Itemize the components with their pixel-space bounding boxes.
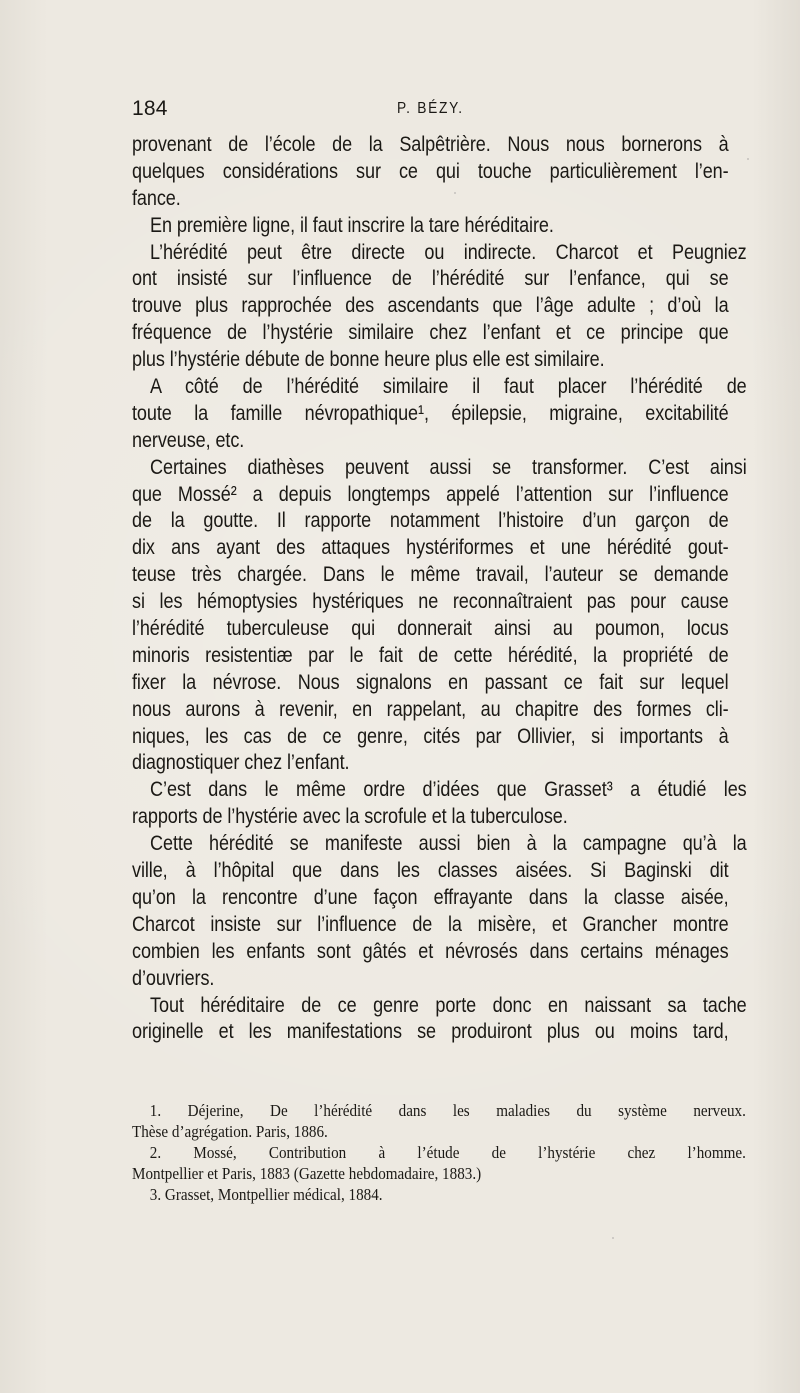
text-line: En première ligne, il faut inscrire la tare héréditaire. bbox=[150, 213, 554, 237]
text-line: qu’on la rencontre d’une façon effrayante dans la classe aisée, bbox=[132, 885, 729, 909]
text-line: l’hérédité tuberculeuse qui donnerait ainsi au poumon, locus bbox=[132, 617, 729, 641]
text-line: originelle et les manifestations se produiront plus ou moins tard, bbox=[132, 1020, 729, 1044]
text-line: fixer la névrose. Nous signalons en passant ce fait sur lequel bbox=[132, 670, 729, 694]
text-line: C’est dans le même ordre d’idées que Grasset³ a étudié les bbox=[150, 778, 747, 802]
page-number: 184 bbox=[132, 97, 168, 120]
text-line: niques, les cas de ce genre, cités par Ollivier, si importants à bbox=[132, 724, 729, 748]
text-line: si les hémoptysies hystériques ne reconnaîtraient pas pour cause bbox=[132, 590, 729, 614]
text-line: A côté de l’hérédité similaire il faut placer l’hérédité de bbox=[150, 375, 747, 399]
scan-speck bbox=[454, 192, 456, 194]
text-line: minoris resistentiæ par le fait de cette hérédité, la propriété de bbox=[132, 643, 729, 667]
text-line: quelques considérations sur ce qui touche particulièrement l’en- bbox=[132, 159, 729, 183]
text-line: dix ans ayant des attaques hystériformes et une hérédité gout- bbox=[132, 536, 729, 560]
text-line: ont insisté sur l’influence de l’hérédité sur l’enfance, qui se bbox=[132, 267, 729, 291]
footnote-line: 3. Grasset, Montpellier médical, 1884. bbox=[149, 1185, 383, 1204]
text-line: provenant de l’école de la Salpêtrière. Nous nous bornerons à bbox=[132, 133, 729, 156]
text-line: fréquence de l’hystérie similaire chez l’enfant et ce principe que bbox=[132, 321, 729, 345]
footnotes bbox=[132, 1100, 746, 1205]
main-text bbox=[132, 132, 747, 1046]
text-line: trouve plus rapprochée des ascendants que l’âge adulte ; d’où la bbox=[132, 294, 729, 318]
footnote-line: Thèse d’agrégation. Paris, 1886. bbox=[132, 1122, 328, 1141]
footnote-line: 2. Mossé, Contribution à l’étude de l’hystérie chez l’homme. bbox=[149, 1143, 746, 1162]
text-line: que Mossé² a depuis longtemps appelé l’attention sur l’influence bbox=[132, 482, 729, 506]
text-line: teuse très chargée. Dans le même travail, l’auteur se demande bbox=[132, 563, 729, 587]
scan-speck bbox=[747, 158, 749, 160]
text-line: fance. bbox=[132, 186, 181, 210]
page-header bbox=[132, 97, 730, 127]
text-line: Certaines diathèses peuvent aussi se transformer. C’est ainsi bbox=[150, 455, 747, 479]
running-head: P. BÉZY. bbox=[397, 100, 464, 117]
text-line: Cette hérédité se manifeste aussi bien à la campagne qu’à la bbox=[150, 832, 747, 856]
text-line: ville, à l’hôpital que dans les classes aisées. Si Baginski dit bbox=[132, 859, 729, 883]
text-line: nous aurons à revenir, en rappelant, au chapitre des formes cli- bbox=[132, 697, 729, 721]
text-line: d’ouvriers. bbox=[132, 966, 215, 990]
text-line: diagnostiquer chez l’enfant. bbox=[132, 751, 350, 775]
text-line: de la goutte. Il rapporte notamment l’histoire d’un garçon de bbox=[132, 509, 729, 533]
scan-speck bbox=[612, 1237, 614, 1239]
text-line: Charcot insiste sur l’influence de la misère, et Grancher montre bbox=[132, 912, 729, 936]
text-line: combien les enfants sont gâtés et névrosés dans certains ménages bbox=[132, 939, 729, 963]
text-line: L’hérédité peut être directe ou indirecte. Charcot et Peugniez bbox=[150, 240, 747, 264]
text-line: rapports de l’hystérie avec la scrofule et la tuberculose. bbox=[132, 805, 568, 829]
footnote-line: 1. Déjerine, De l’hérédité dans les maladies du système nerveux. bbox=[149, 1101, 746, 1120]
text-line: nerveuse, etc. bbox=[132, 428, 245, 452]
footnote-line: Montpellier et Paris, 1883 (Gazette hebdomadaire, 1883.) bbox=[132, 1164, 482, 1183]
text-line: plus l’hystérie débute de bonne heure plus elle est similaire. bbox=[132, 348, 605, 372]
text-line: Tout héréditaire de ce genre porte donc en naissant sa tache bbox=[150, 993, 747, 1017]
text-line: toute la famille névropathique¹, épilepsie, migraine, excitabilité bbox=[132, 401, 729, 425]
